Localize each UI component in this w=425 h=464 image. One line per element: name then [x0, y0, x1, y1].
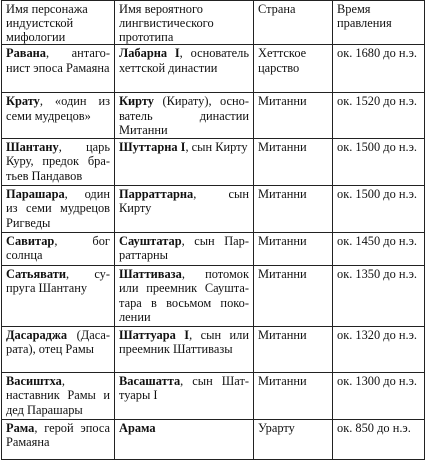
cell-country: Митанни — [254, 185, 333, 232]
prototype-name: Парраттарна — [119, 186, 194, 201]
table-row — [2, 138, 425, 185]
cell-reign: ок. 1450 до н.э. — [333, 232, 425, 265]
cell-reign: ок. 1680 до н.э. — [333, 45, 425, 93]
character-desc: , наставник Рамы и дед Парашары — [6, 373, 110, 417]
cell-country: Митанни — [254, 372, 333, 419]
character-name: Сатьявати — [6, 266, 66, 281]
header-character: Имя персонажа индуистской мифологии — [2, 1, 115, 45]
cell-character — [2, 419, 115, 459]
cell-prototype — [115, 419, 254, 459]
cell-reign: ок. 850 до н.э. — [333, 419, 425, 459]
character-name: Рама — [6, 420, 35, 435]
cell-prototype — [115, 232, 254, 265]
cell-prototype — [115, 93, 254, 139]
cell-country: Хеттское царство — [254, 45, 333, 93]
cell-prototype — [115, 372, 254, 419]
character-name: Крату — [6, 94, 40, 108]
cell-reign: ок. 1500 до н.э. — [333, 185, 425, 232]
cell-prototype — [115, 45, 254, 93]
prototype-name: Лабарна I — [119, 46, 180, 60]
cell-country: Митанни — [254, 138, 333, 185]
prototype-desc: , сын Кирту — [119, 186, 249, 215]
character-name: Парашара — [6, 186, 65, 201]
prototype-desc: , сын Кирту — [185, 139, 248, 154]
prototype-name: Шаттиваза — [119, 266, 182, 281]
character-name: Дасараджа — [6, 327, 68, 342]
cell-character — [2, 232, 115, 265]
cell-reign: ок. 1520 до н.э. — [333, 93, 425, 139]
cell-country: Митанни — [254, 232, 333, 265]
prototype-desc: , основатель хеттской династии — [119, 46, 250, 75]
cell-reign: ок. 1320 до н.э. — [333, 326, 425, 372]
cell-country: Митанни — [254, 326, 333, 372]
prototype-desc: (Кирату), основатель династии Митанни — [119, 94, 249, 137]
cell-character — [2, 45, 115, 93]
cell-reign: ок. 1300 до н.э. — [333, 372, 425, 419]
cell-country: Урарту — [254, 419, 333, 459]
table-row — [2, 419, 425, 459]
prototype-desc: , потомок или преемник Сауштатара в восьмом поколении — [119, 266, 249, 324]
character-desc: , герой эпоса Рамаяна — [6, 420, 110, 449]
header-country: Страна — [254, 1, 333, 45]
cell-prototype — [115, 185, 254, 232]
table-row — [2, 45, 425, 93]
cell-character — [2, 93, 115, 139]
character-desc: , бог солнца — [6, 233, 110, 262]
prototype-name: Сауштатар — [119, 233, 182, 248]
character-name: Равана — [6, 46, 46, 60]
cell-character — [2, 265, 115, 326]
prototype-desc: , сын Парраттарны — [119, 233, 249, 262]
cell-reign: ок. 1500 до н.э. — [333, 138, 425, 185]
cell-country: Митанни — [254, 265, 333, 326]
prototype-name: Васашатта — [119, 373, 181, 388]
prototype-name: Шуттарна I — [119, 139, 186, 154]
prototype-name: Кирту — [119, 94, 154, 108]
prototype-name: Шаттуара I — [119, 327, 190, 342]
cell-prototype — [115, 138, 254, 185]
cell-prototype — [115, 326, 254, 372]
character-desc: , царь Куру, предок братьев Пандавов — [6, 139, 110, 183]
cell-character — [2, 185, 115, 232]
cell-character — [2, 326, 115, 372]
character-desc: , супруга Шантану — [6, 266, 110, 295]
table-row — [2, 326, 425, 372]
prototype-name: Арама — [119, 420, 156, 435]
mythology-table — [1, 0, 425, 460]
cell-character — [2, 372, 115, 419]
character-desc: , «один из семи мудрецов» — [6, 94, 110, 123]
character-desc: (Дасарата), отец Рамы — [6, 327, 110, 356]
prototype-desc: , сын или преемник Шаттивазы — [119, 327, 249, 356]
table-row — [2, 185, 425, 232]
table-row — [2, 372, 425, 419]
cell-character — [2, 138, 115, 185]
table-row — [2, 93, 425, 139]
character-name: Шантану — [6, 139, 59, 154]
character-name: Савитар — [6, 233, 55, 248]
cell-country: Митанни — [254, 93, 333, 139]
character-name: Васиштха — [6, 373, 62, 388]
table-row — [2, 265, 425, 326]
header-reign: Время правления — [333, 1, 425, 45]
cell-prototype — [115, 265, 254, 326]
prototype-desc: , сын Шаттуары I — [119, 373, 249, 402]
character-desc: , антагонист эпоса Рамаяна — [6, 46, 110, 75]
header-prototype: Имя вероятного лингвистического прототипа — [115, 1, 254, 45]
table-row — [2, 232, 425, 265]
character-desc: , один из семи мудрецов Ригведы — [6, 186, 110, 230]
cell-reign: ок. 1350 до н.э. — [333, 265, 425, 326]
table-header-row — [2, 1, 425, 45]
